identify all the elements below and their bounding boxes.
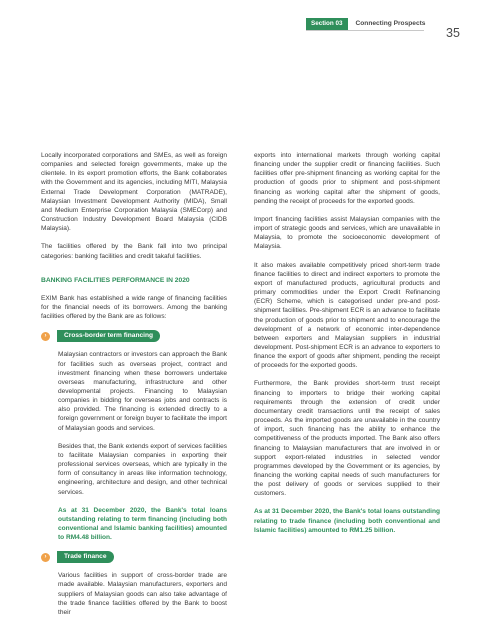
paragraph-clientele: Locally incorporated corporations and SMEs, as well as foreign companies and selected foreign governments, make up the clientele. In its export promotion efforts, the Bank collaborates with the Government and its agencies, including MITI, Malaysia External Trade Development Corporation (MATRADE), Malaysian Investment Development Authority (MIDA), Small and Medium Enterprise Corporation Malaysia (SMECorp) and Construction Industry Development Board Malaysia (CIDB Malaysia). [41, 152, 227, 233]
page-number: 35 [446, 26, 460, 40]
header-divider [306, 30, 424, 31]
subheading-label: Cross-border term financing [57, 330, 160, 342]
highlight-term-financing: As at 31 December 2020, the Bank's total loans outstanding relating to term financing (including both conventional and Islamic banking facilities) amounted to RM4.48 billion. [58, 506, 227, 542]
paragraph-import-financing: Import financing facilities assist Malaysian companies with the import of strategic goods and services, which are unavailable in Malaysia, to promote the socioeconomic development of Malaysia. [254, 215, 440, 251]
section-header [306, 18, 425, 30]
section-title: Connecting Prospects [355, 20, 426, 27]
highlight-trade-finance: As at 31 December 2020, the Bank's total loans outstanding relating to trade finance (including both conventional and Islamic facilities) amounted to RM1.25 billion. [254, 508, 440, 534]
subheading-label: Trade finance [57, 551, 114, 563]
paragraph-categories: The facilities offered by the Bank fall into two principal categories: banking facilities and credit takaful facilities. [41, 243, 227, 260]
paragraph-trade-finance: Various facilities in support of cross-border trade are made available. Malaysian manufacturers, exporters and suppliers of Malaysian goods can also take advantage of the trade finance facilities offered by the Bank to boost their [58, 572, 227, 616]
section-badge: Section 03 [306, 18, 348, 30]
paragraph-cross-border-2: Besides that, the Bank extends export of services facilities to facilitate Malaysian companies in exporting their professional services overseas, which are typically in the form of consultancy in areas like information technology, engineering, architecture and design, and other technical services. [58, 442, 227, 496]
left-column [41, 151, 227, 626]
chevron-right-icon: › [41, 553, 50, 562]
chevron-right-icon: › [41, 332, 50, 341]
paragraph-cross-border-1: Malaysian contractors or investors can approach the Bank for facilities such as overseas project, contract and investment financing when these borrowers undertake overseas manufacturing, infrastructure and other developmental projects. Financing to Malaysian companies in bidding for overseas jobs and contracts is also provided. The financing is extended directly to a foreign government or foreign buyer to facilitate the import of Malaysian goods and services. [58, 351, 227, 432]
subheading-cross-border [41, 330, 227, 342]
paragraph-facilities-intro: EXIM Bank has established a wide range of financing facilities for the financial needs of its borrowers. Among the banking facilities offered by the Bank are as follows: [41, 294, 227, 321]
paragraph-trust-receipt: Furthermore, the Bank provides short-term trust receipt financing to importers to bridge their working capital requirements through the extension of credit under documentary credit transactions until the receipt of sales proceeds. As the imported goods are unavailable in the country of import, such financing has the ability to enhance the competitiveness of the products imported. The Bank also offers financing to Malaysian manufacturers that are involved in or support export-related industries in selected vendor programmes developed by the Government or its agencies, by financing the working capital needs of such manufacturers for the post delivery of goods or services supplied to their customers. [254, 380, 440, 498]
paragraph-ecr: It also makes available competitively priced short-term trade finance facilities to direct and indirect exporters to promote the export of manufactured products, agricultural products and primary commodities under the Export Credit Refinancing (ECR) Scheme, which is categorised under pre-and post-shipment facilities. Pre-shipment ECR is an advance to facilitate the production of goods prior to shipment and to encourage the development of a network of economic inter-dependence between exporters and Malaysian suppliers in industrial development. Post-shipment ECR is an advance to exporters to finance the export of goods after shipment, pending the receipt of proceeds for the exported goods. [254, 261, 440, 370]
paragraph-export-financing: exports into international markets through working capital financing under the supplier credit or financing facilities. Such facilities offer pre-shipment financing as working capital for the production of goods prior to shipment and post-shipment financing as working capital after the shipment of goods, pending the receipt of proceeds for the exported goods. [254, 152, 440, 205]
section-heading: BANKING FACILITIES PERFORMANCE IN 2020 [41, 276, 190, 284]
subheading-trade-finance [41, 551, 227, 563]
right-column [254, 151, 440, 544]
